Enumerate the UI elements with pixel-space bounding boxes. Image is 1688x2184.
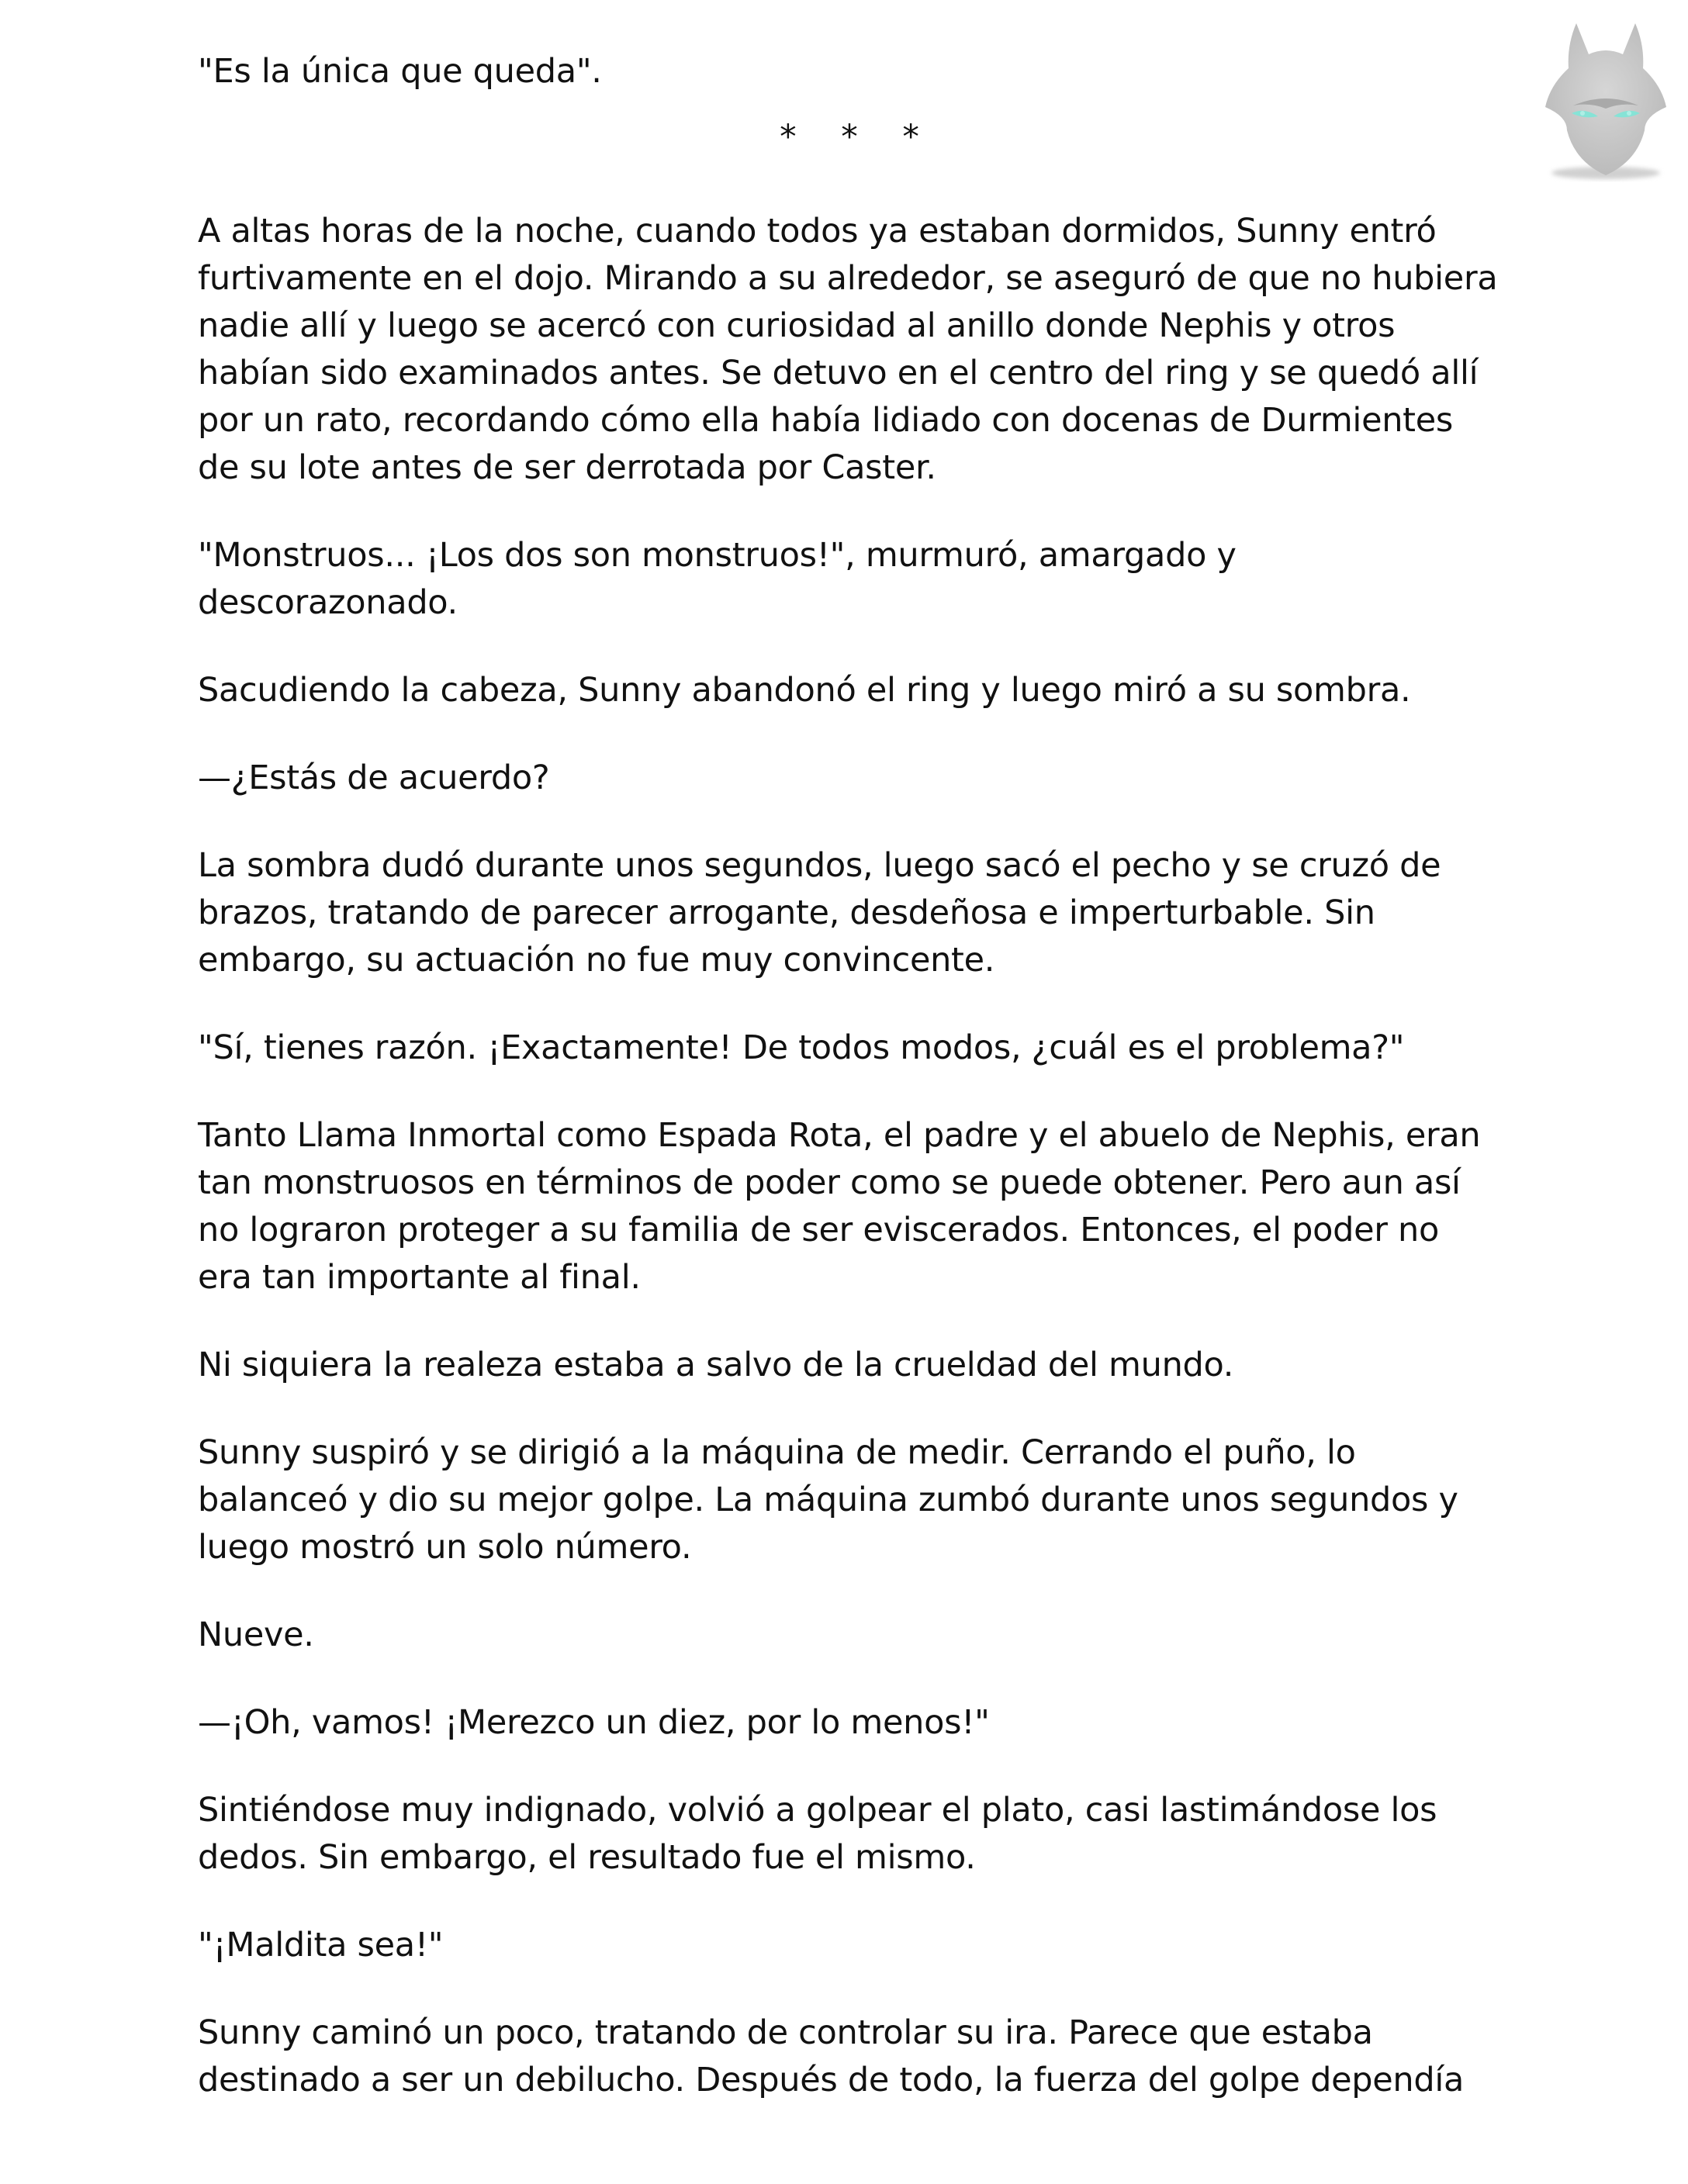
paragraph: La sombra dudó durante unos segundos, luego sacó el pecho y se cruzó de brazos, tratando de parecer arrogante, desdeñosa e imperturbable. Sin embargo, su actuación no fue muy convincente. bbox=[198, 846, 1441, 980]
paragraph: Ni siquiera la realeza estaba a salvo de la crueldad del mundo. bbox=[198, 1346, 1234, 1384]
paragraph: —¡Oh, vamos! ¡Merezco un diez, por lo menos!" bbox=[198, 1703, 990, 1742]
document-text bbox=[198, 48, 1501, 2144]
paragraph: Sacudiendo la cabeza, Sunny abandonó el ring y luego miró a su sombra. bbox=[198, 671, 1411, 710]
paragraph: Sunny caminó un poco, tratando de controlar su ira. Parece que estaba destinado a ser un debilucho. Después de todo, la fuerza del golpe dependía bbox=[198, 2013, 1465, 2099]
demon-head-logo-icon bbox=[1528, 14, 1683, 185]
paragraph: "Sí, tienes razón. ¡Exactamente! De todos modos, ¿cuál es el problema?" bbox=[198, 1028, 1405, 1067]
section-separator: * * * bbox=[780, 118, 936, 157]
paragraph: Sunny suspiró y se dirigió a la máquina de medir. Cerrando el puño, lo balanceó y dio su mejor golpe. La máquina zumbó durante unos segundos y luego mostró un solo número. bbox=[198, 1433, 1458, 1567]
paragraph: Nueve. bbox=[198, 1616, 314, 1654]
paragraph: Tanto Llama Inmortal como Espada Rota, el padre y el abuelo de Nephis, eran tan monstruosos en términos de poder como se puede obtener. Pero aun así no lograron proteger a su familia de ser eviscerados. Entonces, el poder no era tan importante al final. bbox=[198, 1116, 1481, 1297]
paragraph: A altas horas de la noche, cuando todos ya estaban dormidos, Sunny entró furtivamente en el dojo. Mirando a su alrededor, se aseguró de que no hubiera nadie allí y luego se acercó con curiosidad al anillo donde Nephis y otros habían sido examinados antes. Se detuvo en el centro del ring y se quedó allí por un rato, recordando cómo ella había lidiado con docenas de Durmientes de su lote antes de ser derrotada por Caster. bbox=[198, 212, 1498, 487]
paragraph: "Es la única que queda". bbox=[198, 52, 602, 91]
paragraph: "Monstruos... ¡Los dos son monstruos!", murmuró, amargado y descorazonado. bbox=[198, 536, 1237, 622]
paragraph: —¿Estás de acuerdo? bbox=[198, 759, 550, 797]
paragraph: Sintiéndose muy indignado, volvió a golpear el plato, casi lastimándose los dedos. Sin embargo, el resultado fue el mismo. bbox=[198, 1791, 1437, 1877]
paragraph: "¡Maldita sea!" bbox=[198, 1926, 444, 1965]
